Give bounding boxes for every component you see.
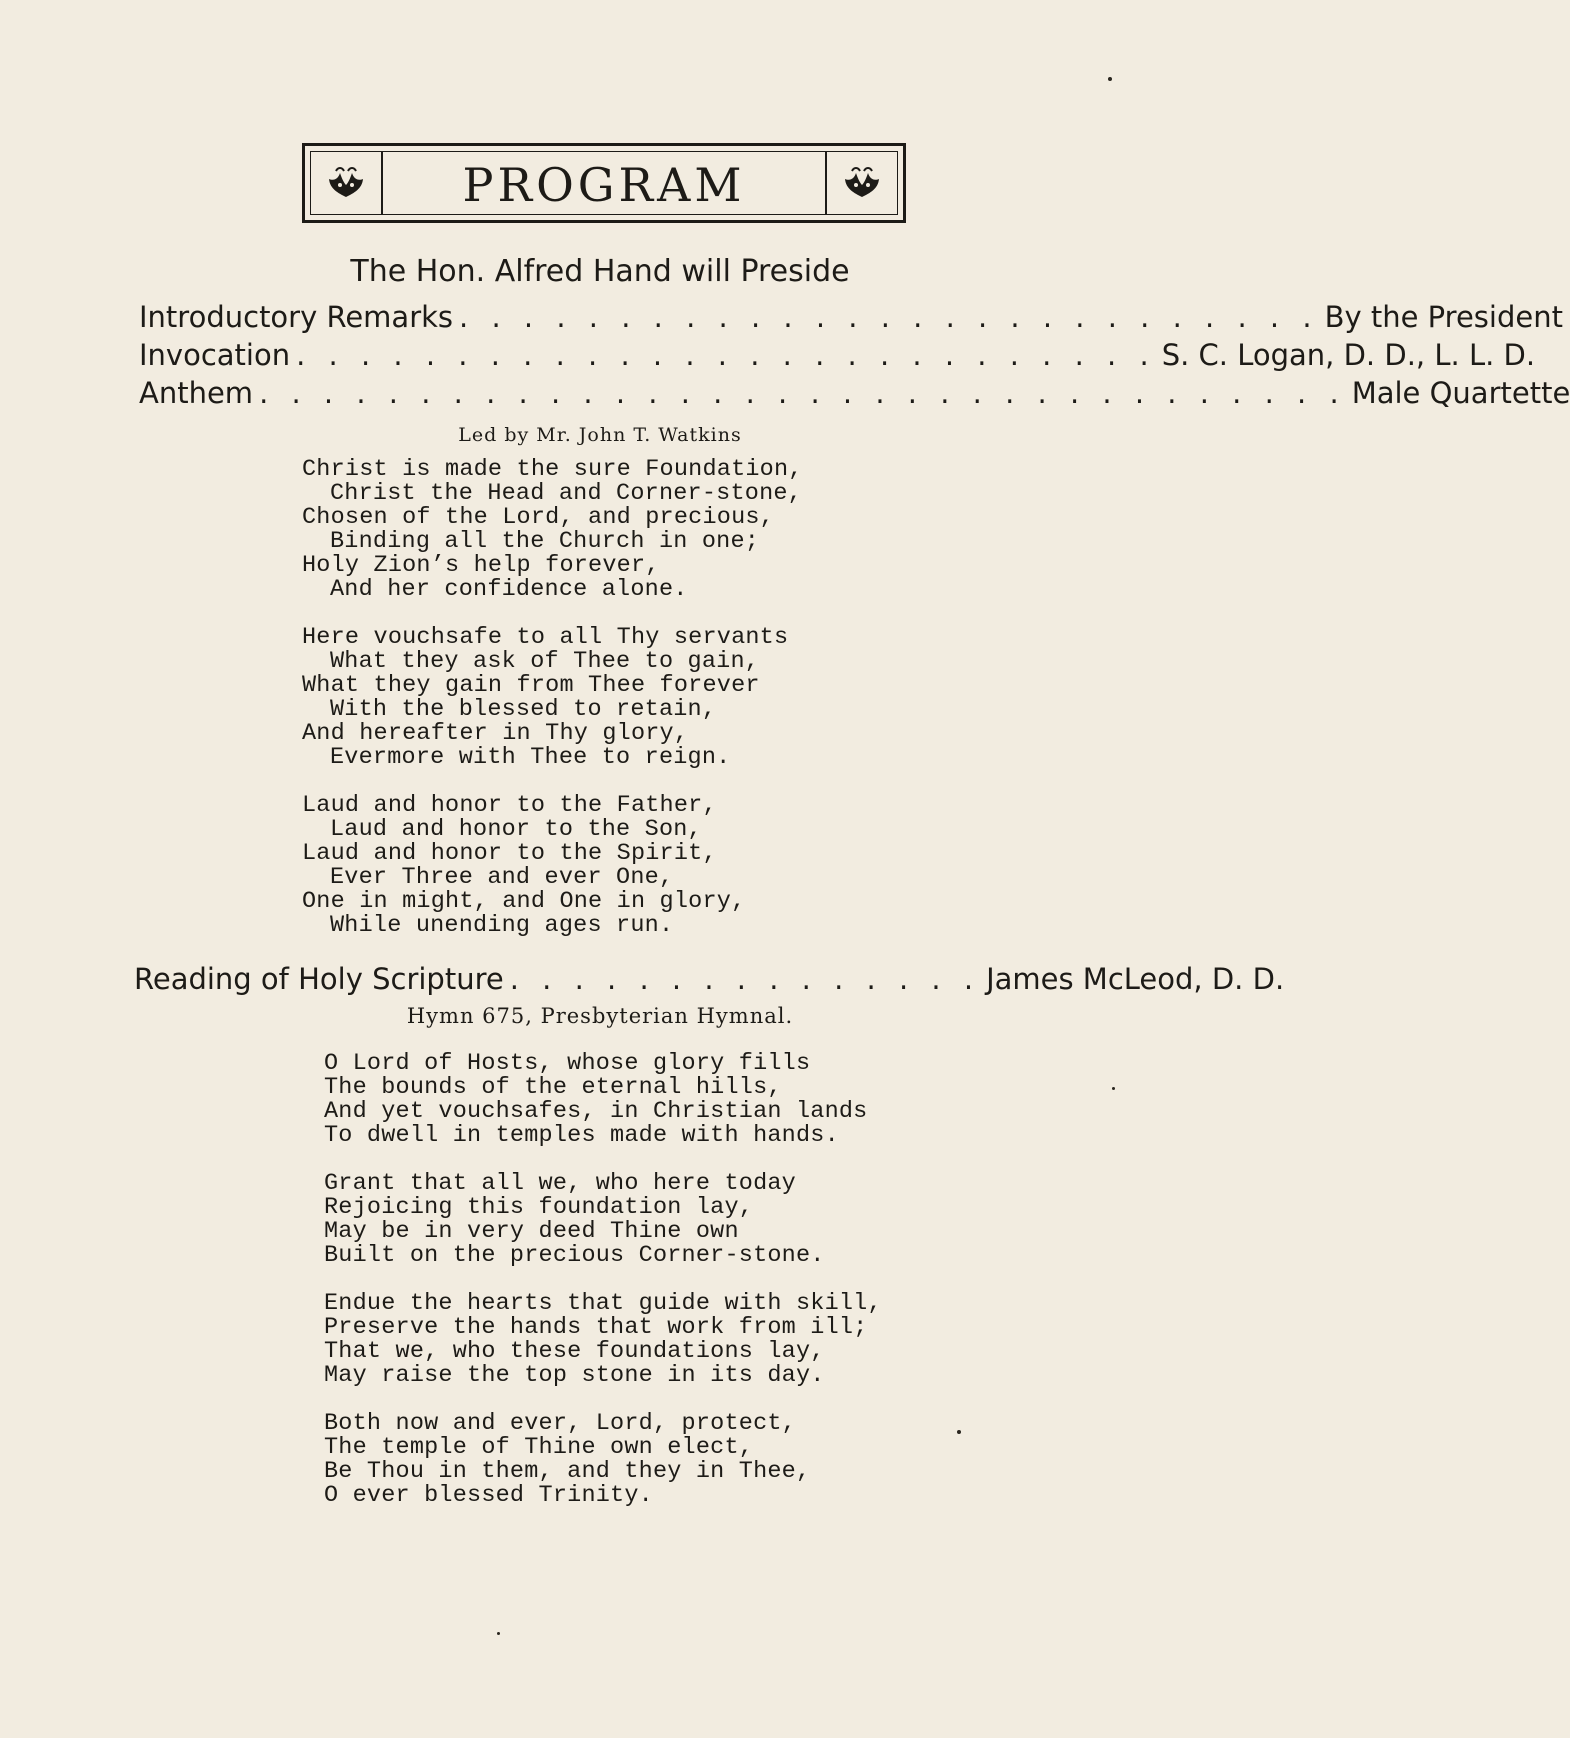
- program-item-scripture: [134, 962, 1285, 1002]
- verse-line: To dwell in temples made with hands.: [324, 1122, 839, 1149]
- verse-line: Built on the precious Corner-stone.: [324, 1242, 825, 1269]
- paper-speck: [497, 1632, 500, 1635]
- ornament-icon-right: [825, 152, 897, 214]
- program-header: [302, 143, 906, 223]
- verse-line: O ever blessed Trinity.: [324, 1482, 653, 1509]
- verse-line: Christ the Head and Corner-stone,: [330, 480, 802, 507]
- presider-line: The Hon. Alfred Hand will Preside: [350, 254, 850, 289]
- stanza: [302, 626, 803, 770]
- verse-line: What they gain from Thee forever: [302, 672, 760, 699]
- stanza: [302, 458, 803, 602]
- verse-line: That we, who these foundations lay,: [324, 1338, 825, 1365]
- verse-line: Laud and honor to the Father,: [302, 792, 717, 819]
- program-item-label: Anthem: [139, 376, 254, 410]
- dot-leader: . . . . . . . . . . . . . . .: [509, 962, 981, 996]
- paper-speck: [1112, 1087, 1115, 1090]
- hymn-title: Hymn 675, Presbyterian Hymnal.: [406, 1004, 794, 1028]
- verse-line: May raise the top stone in its day.: [324, 1362, 825, 1389]
- verse-line: Be Thou in them, and they in Thee,: [324, 1458, 811, 1485]
- paper-speck: [1108, 77, 1112, 81]
- program-item-anthem: [139, 376, 1570, 416]
- stanza: [324, 1172, 882, 1268]
- verse-line: While unending ages run.: [330, 912, 674, 939]
- verse-line: Grant that all we, who here today: [324, 1170, 796, 1197]
- verse-line: Binding all the Church in one;: [330, 528, 760, 555]
- verse-line: Rejoicing this foundation lay,: [324, 1194, 754, 1221]
- program-item-invocation: [139, 338, 1536, 378]
- verse-line: Here vouchsafe to all Thy servants: [302, 624, 789, 651]
- anthem-leader-note: Led by Mr. John T. Watkins: [458, 424, 742, 446]
- program-item-remarks: [139, 300, 1563, 340]
- stanza: [324, 1412, 882, 1508]
- stanza: [324, 1292, 882, 1388]
- dot-leader: . . . . . . . . . . . . . . . . . . . . . . . . . . . . . . . . . .: [259, 376, 1346, 410]
- verse-line: Endue the hearts that guide with skill,: [324, 1290, 882, 1317]
- leaf-ornament-icon: [840, 163, 884, 203]
- dot-leader: . . . . . . . . . . . . . . . . . . . . . . . . . . .: [296, 338, 1156, 372]
- hymn-text: [324, 1052, 882, 1532]
- verse-line: What they ask of Thee to gain,: [330, 648, 760, 675]
- verse-line: O Lord of Hosts, whose glory fills: [324, 1050, 811, 1077]
- header-inner-frame: [310, 151, 898, 215]
- verse-line: Christ is made the sure Foundation,: [302, 456, 803, 483]
- dot-leader: . . . . . . . . . . . . . . . . . . . . . . . . . . .: [459, 300, 1319, 334]
- stanza: [302, 794, 803, 938]
- anthem-text: [302, 458, 803, 962]
- verse-line: Evermore with Thee to reign.: [330, 744, 731, 771]
- verse-line: Laud and honor to the Spirit,: [302, 840, 717, 867]
- program-item-performer: S. C. Logan, D. D., L. L. D.: [1161, 338, 1536, 372]
- stanza: [324, 1052, 882, 1148]
- verse-line: One in might, and One in glory,: [302, 888, 746, 915]
- program-item-performer: James McLeod, D. D.: [986, 962, 1285, 996]
- verse-line: Laud and honor to the Son,: [330, 816, 702, 843]
- page-title: PROGRAM: [462, 158, 746, 212]
- program-item-label: Invocation: [139, 338, 291, 372]
- verse-line: Ever Three and ever One,: [330, 864, 674, 891]
- ornament-icon-left: [311, 152, 383, 214]
- verse-line: With the blessed to retain,: [330, 696, 717, 723]
- program-item-label: Introductory Remarks: [139, 300, 454, 334]
- verse-line: The temple of Thine own elect,: [324, 1434, 754, 1461]
- verse-line: And yet vouchsafes, in Christian lands: [324, 1098, 868, 1125]
- program-item-performer: Male Quartette: [1351, 376, 1570, 410]
- verse-line: Holy Zion’s help forever,: [302, 552, 660, 579]
- verse-line: And hereafter in Thy glory,: [302, 720, 689, 747]
- leaf-ornament-icon: [324, 163, 368, 203]
- paper-speck: [957, 1430, 961, 1434]
- verse-line: Chosen of the Lord, and precious,: [302, 504, 774, 531]
- verse-line: Preserve the hands that work from ill;: [324, 1314, 868, 1341]
- program-item-performer: By the President: [1324, 300, 1563, 334]
- verse-line: And her confidence alone.: [330, 576, 688, 603]
- verse-line: The bounds of the eternal hills,: [324, 1074, 782, 1101]
- verse-line: Both now and ever, Lord, protect,: [324, 1410, 796, 1437]
- verse-line: May be in very deed Thine own: [324, 1218, 739, 1245]
- program-item-label: Reading of Holy Scripture: [134, 962, 504, 996]
